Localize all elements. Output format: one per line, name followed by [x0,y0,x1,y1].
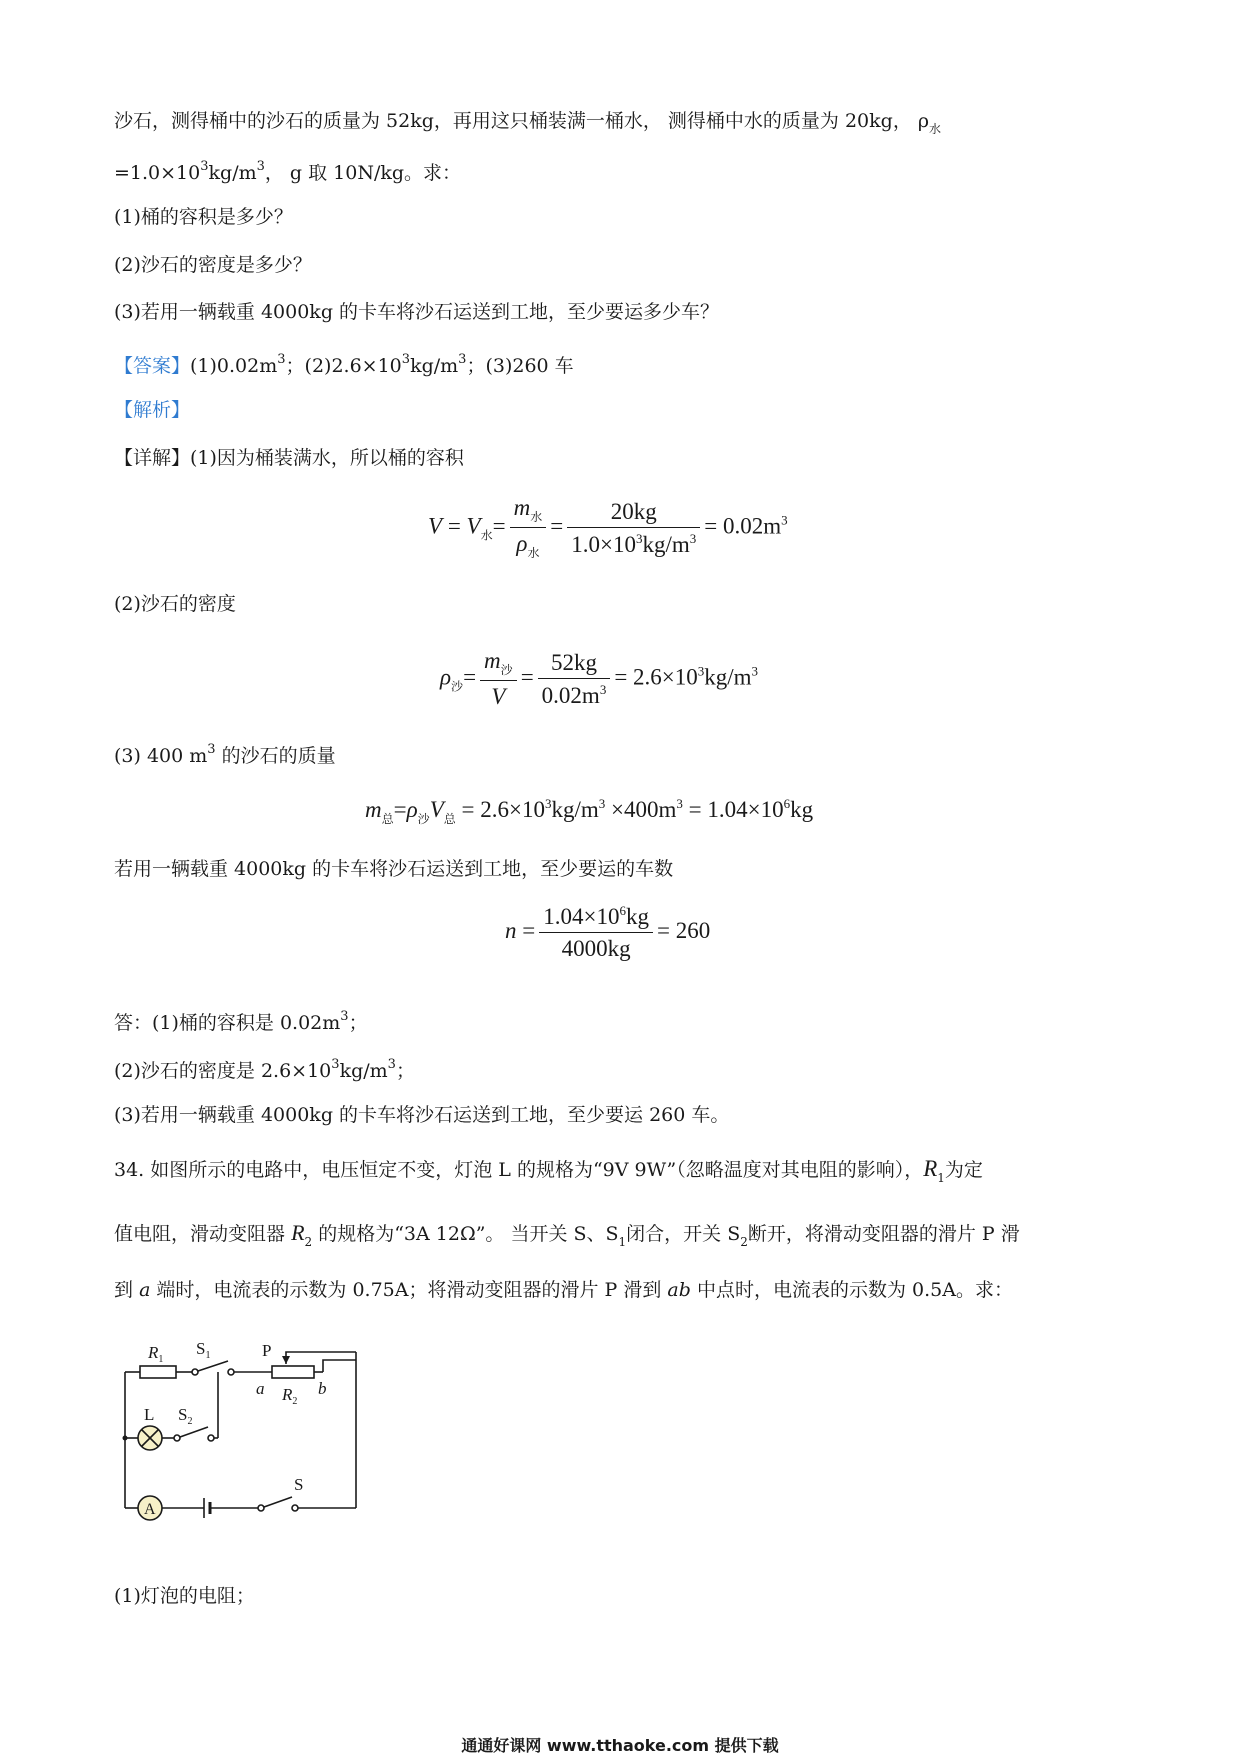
problem-text-line-2: $=1.0\times 10^3kg/m^3$， g 取 10N/kg。求： [114,159,462,184]
conclusion-3: (3)若用一辆载重 4000kg 的卡车将沙石运送到工地，至少要运 260 车。 [114,1104,730,1126]
formula-density: $\rho_沙=$ $\frac{m_沙}{V}$ = $\frac{52kg}{0.02m^3}$ = $2.6\times 10^3kg/m^3$ [440,648,759,709]
analysis-tag: 【解析】 [114,399,191,421]
label-a: a [256,1379,265,1398]
mass-label: (3) 400 $m^3$ 的沙石的质量 [114,742,336,767]
answer-tag: 【答案】 [114,355,191,377]
label-s1: S [196,1339,206,1358]
label-l: L [144,1405,155,1424]
problem-text-line-1: 沙石，测得桶中的沙石的质量为 52kg，再用这只桶装满一桶水， 测得桶中水的质量为 20kg， $\rho_水$ [114,110,942,136]
svg-text:S1: $S_1$ [196,1339,211,1361]
label-s: S [294,1475,304,1494]
label-r2: R [282,1385,293,1404]
formula-truck-count: n = $\frac{1.04\times 10^6kg}{4000kg}$ = 260 [505,903,711,961]
label-r1: R [148,1343,159,1362]
problem-34-line-1: 34. 如图所示的电路中，电压恒定不变，灯泡 L 的规格为“9V 9W”（忽略温度对其电阻的影响），$R_1$为定 [114,1156,983,1185]
label-p: P [262,1341,272,1360]
answer-line: 【答案】$(1)0.02m^3$；$(2)2.6\times 10^3kg/m^3$；(3)260 车 [114,352,574,377]
label-ammeter: A [144,1501,156,1518]
switch-s [264,1497,292,1507]
switch-s2 [180,1427,208,1437]
svg-text:R2: $R_2$ [282,1385,298,1407]
label-b: b [318,1379,327,1398]
svg-text:S2: $S_2$ [178,1405,193,1427]
resistor-r2 [272,1366,314,1378]
question-1: (1)桶的容积是多少？ [114,206,293,228]
conclusion-2: (2)沙石的密度是 $2.6\times 10^3kg/m^3$； [114,1057,415,1082]
trucks-label: 若用一辆载重 4000kg 的卡车将沙石运送到工地，至少要运的车数 [114,858,674,880]
problem-34-line-3: 到 a 端时，电流表的示数为 0.75A；将滑动变阻器的滑片 P 滑到 ab 中点时，电流表的示数为 0.5A。求： [114,1279,1013,1301]
resistor-r1 [140,1366,176,1378]
conclusion-1: 答：(1)桶的容积是 $0.02m^3$； [114,1009,368,1034]
formula-volume: $V = V_水=$ $\frac{m_水}{\rho_水}$ = $\frac{20kg}{1.0\times 10^3kg/m^3}$ = $0.02m^3$ [428,495,788,560]
svg-text:R1: $R_1$ [148,1343,164,1365]
problem-34-line-2: 值电阻，滑动变阻器 $R_2$ 的规格为“3A 12Ω”。 当开关 S、$S_1$闭合，开关 $S_2$断开，将滑动变阻器的滑片 P 滑 [114,1220,1020,1249]
question-last: (1)灯泡的电阻； [114,1585,255,1607]
switch-s1 [198,1361,228,1371]
question-3: (3)若用一辆载重 4000kg 的卡车将沙石运送到工地，至少要运多少车？ [114,301,720,323]
formula-total-mass: $m_总=\rho_沙V_总 = 2.6\times 10^3kg/m^3 \times 400m^3 = 1.04\times 10^6kg$ [365,796,814,826]
footer: 通通好课网 www.tthaoke.com 提供下载 [461,1736,779,1755]
label-s2: S [178,1405,188,1424]
slider-p [286,1352,356,1364]
circuit-diagram [110,1334,390,1530]
sand-density-label: (2)沙石的密度 [114,593,236,615]
question-2: (2)沙石的密度是多少？ [114,254,312,276]
detail-line: 【详解】(1)因为桶装满水，所以桶的容积 [114,447,464,469]
